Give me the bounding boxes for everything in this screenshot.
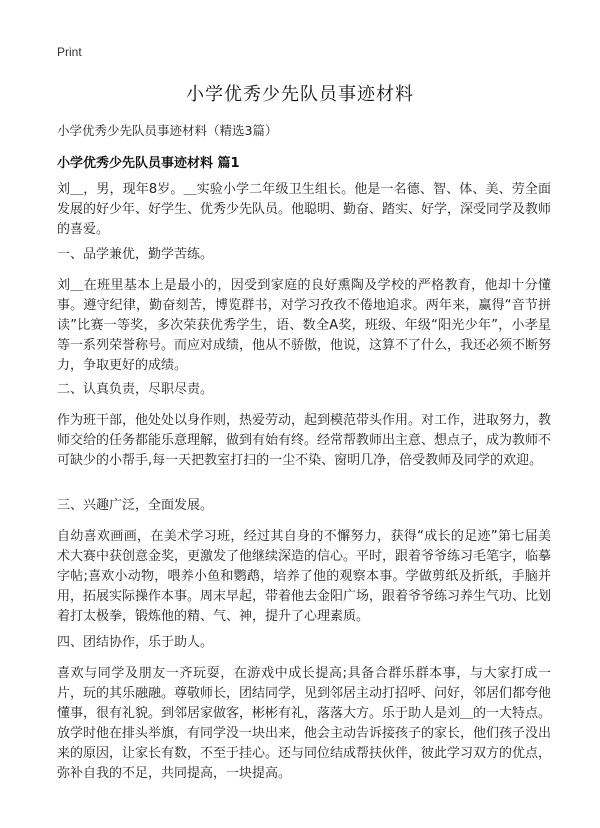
heading-3: 三、兴趣广泛，全面发展。: [57, 498, 214, 513]
document-title: 小学优秀少先队员事迹材料: [186, 84, 414, 105]
heading-1: 一、品学兼优，勤学苦练。: [57, 247, 214, 262]
document-subtitle: 小学优秀少先队员事迹材料（精选3篇）: [57, 123, 278, 138]
heading-4: 四、团结协作，乐于助人。: [57, 635, 214, 650]
paragraph-2: 作为班干部，他处处以身作则，热爱劳动，起到模范带头作用。对工作，进取努力，教师交给的任务都能乐意理解，做到有始有终。经常帮教师出主意、想点子，成为教师不可缺少的小帮手,每一天把教室打扫的一尘不染、窗明几净，倍受教师及同学的欢迎。: [57, 413, 552, 468]
paragraph-3: 自幼喜欢画画，在美术学习班，经过其自身的不懈努力，获得“成长的足迹”第七届美术大赛中获创意金奖，更激发了他继续深造的信心。平时，跟着爷爷练习毛笔字，临摹字帖;喜欢小动物，喂养小鱼和鹦鹉，培养了他的观察本事。学做剪纸及折纸，手脑并用，拓展实际操作本事。周末早起，带着他去金阳广场，跟着爷爷练习养生气功、比划着打太极拳，锻炼他的精、气、神，提升了心理素质。: [57, 529, 552, 624]
section-heading: 小学优秀少先队员事迹材料 篇1: [57, 156, 240, 171]
paragraph-4: 喜欢与同学及朋友一齐玩耍，在游戏中成长提高;具备合群乐群本事，与大家打成一片，玩的其乐融融。尊敬师长，团结同学，见到邻居主动打招呼、问好，邻居们都夸他懂事，很有礼貌。到邻居家做客，彬彬有礼，落落大方。乐于助人是刘＿的一大特点。放学时他在排头举旗，有同学没一块出来，他会主动告诉接孩子的家长，他们孩子没出来的原因，让家长有数，不至于挂心。还与同位结成帮扶伙伴，彼此学习双方的优点，弥补自我的不足，共同提高，一块提高。: [57, 666, 552, 781]
intro-paragraph: 刘＿，男，现年8岁。＿实验小学二年级卫生组长。他是一名德、智、体、美、劳全面发展的好少年、好学生、优秀少先队员。他聪明、勤奋、踏实、好学，深受同学及教师的喜爱。: [57, 182, 552, 237]
heading-2: 二、认真负责，尽职尽责。: [57, 382, 214, 397]
paragraph-1: 刘＿在班里基本上是最小的，因受到家庭的良好熏陶及学校的严格教育，他却十分懂事。遵守纪律，勤奋刻苦，博览群书，对学习孜孜不倦地追求。两年来，赢得“音节拼读”比赛一等奖，多次荣获优秀学生，语、数全A奖，班级、年级“阳光少年”，小孝星等一系列荣誉称号。而应对成绩，他从不骄傲，他说，这算不了什么，我还必须不断努力，争取更好的成绩。: [57, 278, 552, 373]
print-link[interactable]: Print: [57, 45, 82, 59]
